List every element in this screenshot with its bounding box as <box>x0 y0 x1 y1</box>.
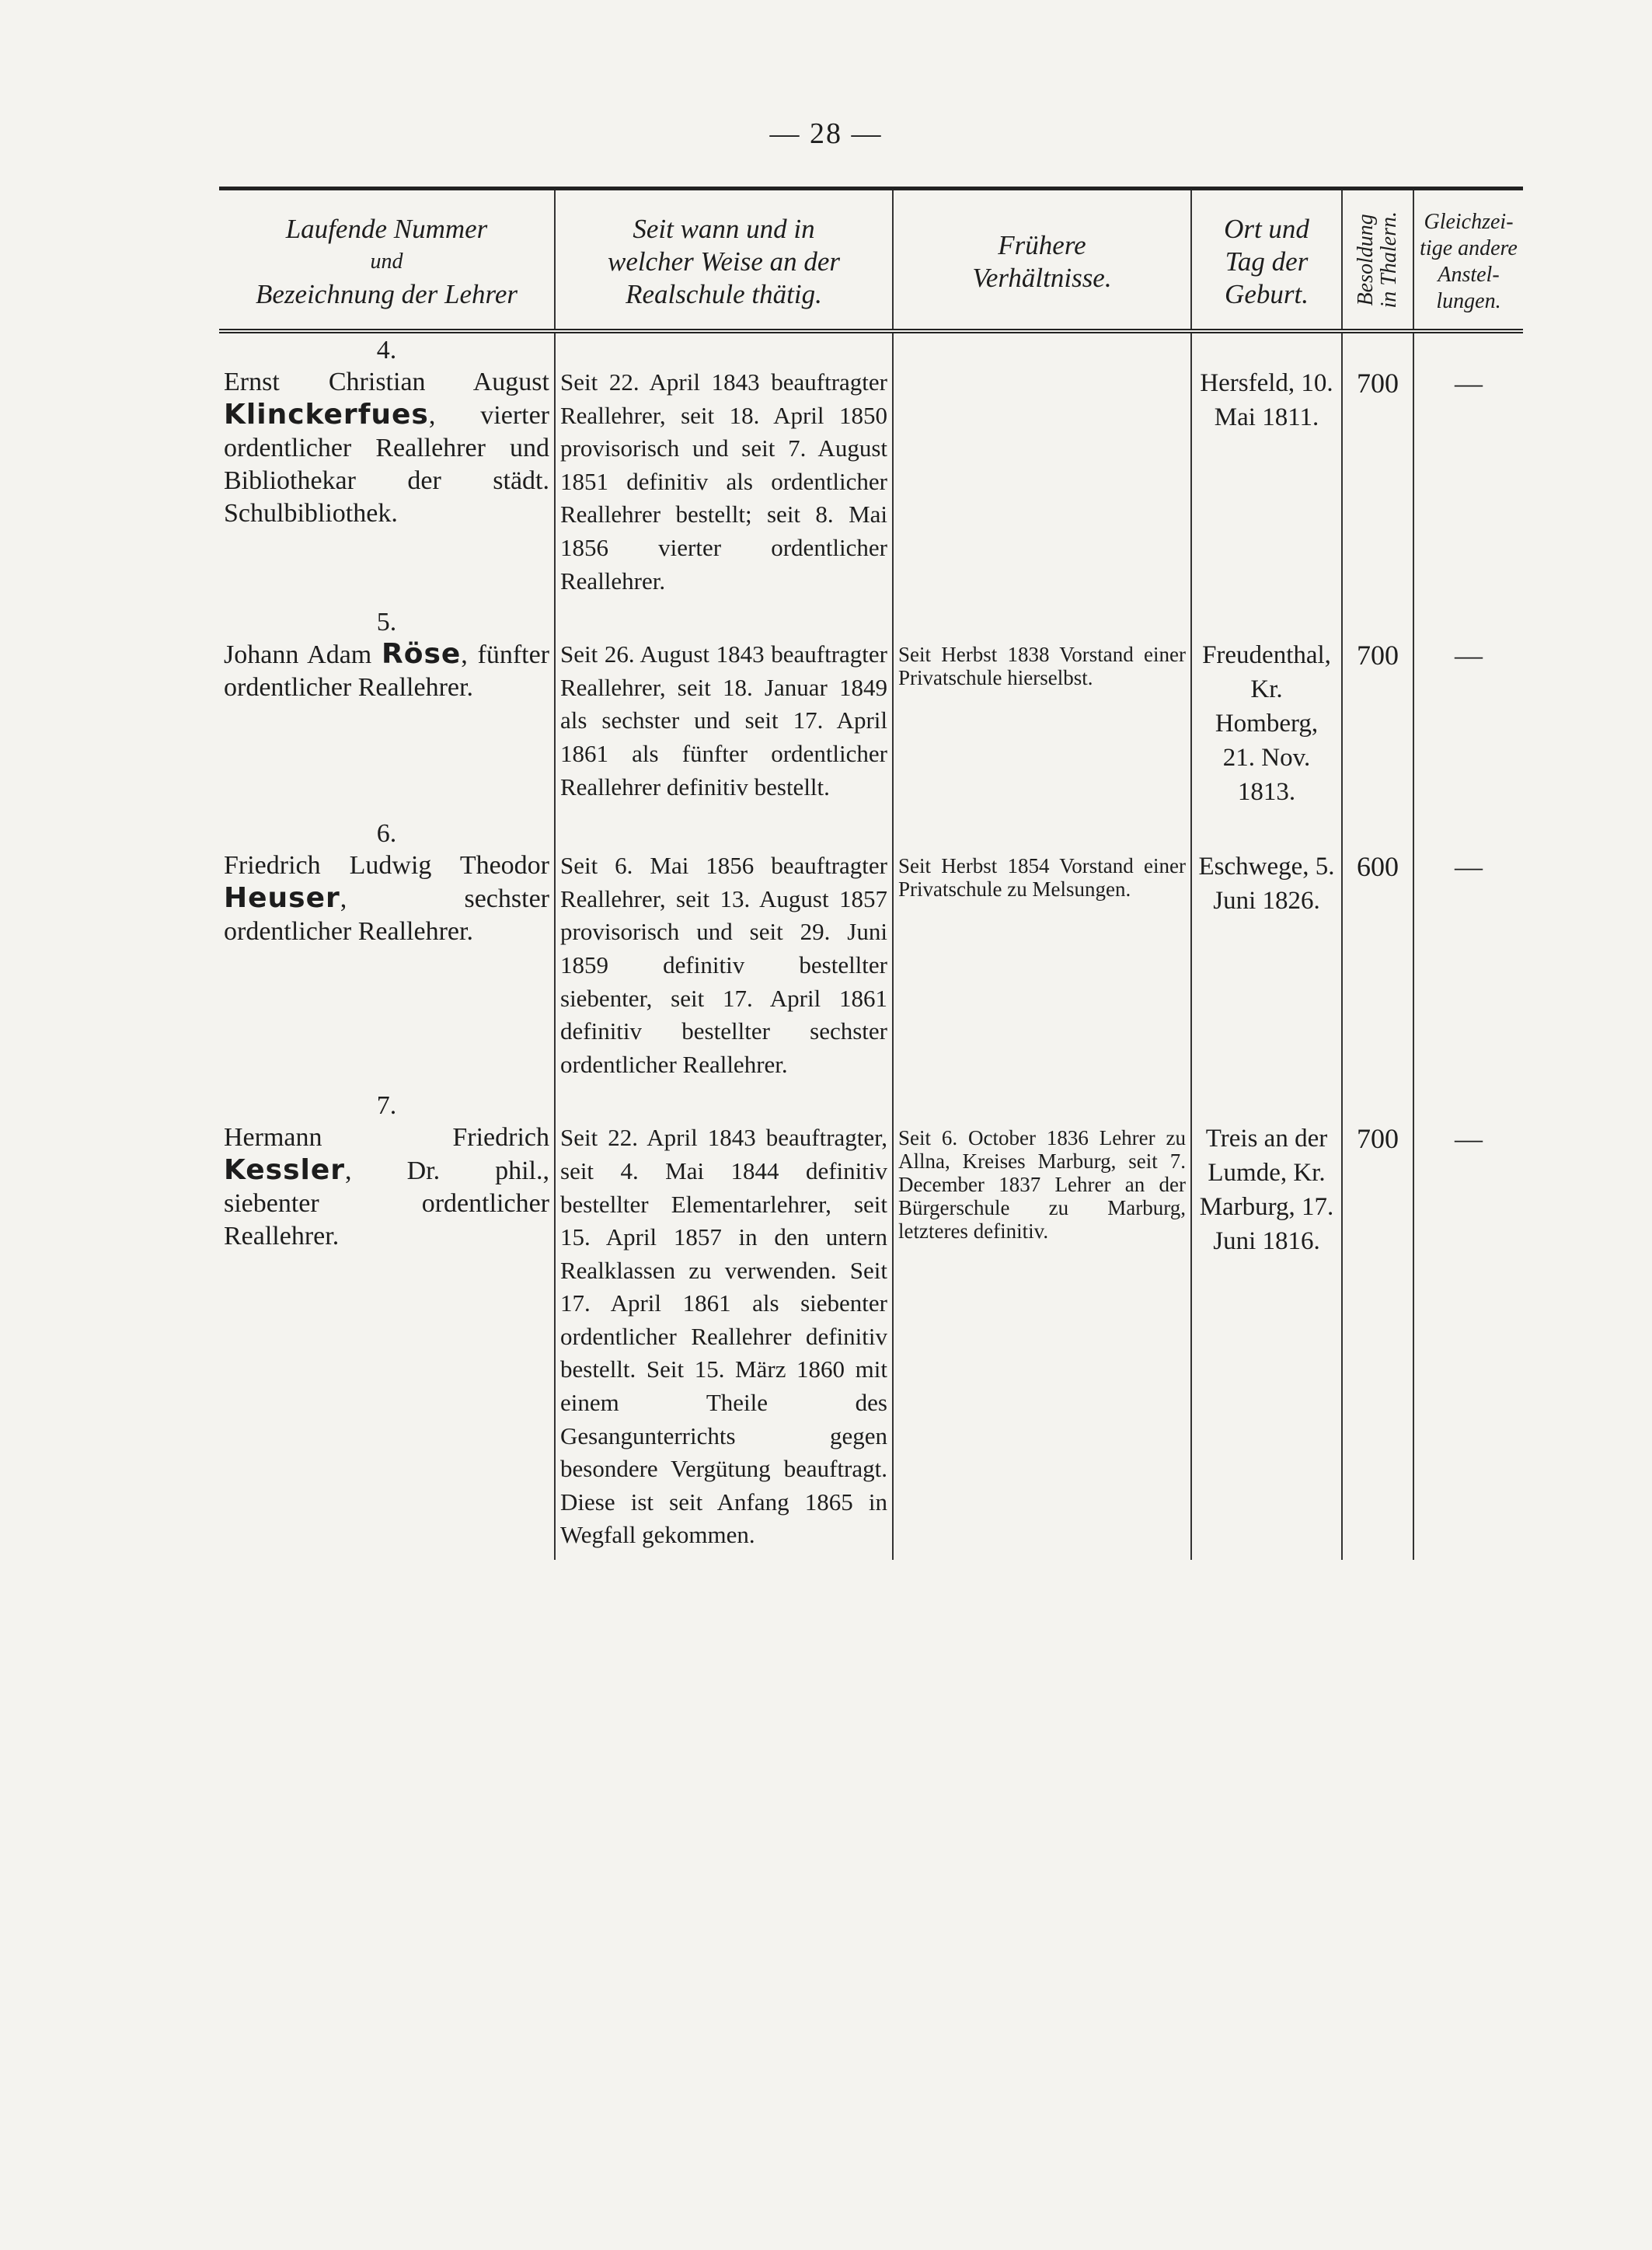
birth-cell: Treis an der Lumde, Kr. Marburg, 17. Juni 1816. <box>1191 1089 1342 1560</box>
entry-number: 5. <box>376 608 397 637</box>
header-service: Seit wann und in welcher Weise an der Realschule thätig. <box>555 189 893 332</box>
header-other-positions: Gleichzei- tige andere Anstel- lungen. <box>1413 189 1523 332</box>
former-cell: Seit 6. October 1836 Lehrer zu Allna, Kreises Marburg, seit 7. December 1837 Lehrer an der Bürgerschule zu Marburg, letzteres definitiv. <box>893 1089 1191 1560</box>
table-row <box>219 331 1523 605</box>
header-former: Frühere Verhältnisse. <box>893 189 1191 332</box>
table-row <box>219 605 1523 817</box>
teacher-surname: Kessler <box>224 1154 346 1187</box>
name-cell <box>219 1089 555 1560</box>
entry-number: 7. <box>376 1091 397 1121</box>
name-cell <box>219 605 555 817</box>
former-cell <box>893 331 1191 605</box>
header-birth: Ort und Tag der Geburt. <box>1191 189 1342 332</box>
table-row <box>219 1089 1523 1560</box>
teacher-surname: Röse <box>381 638 462 671</box>
header-number-and-name: Laufende Nummer und Bezeichnung der Lehrer <box>256 214 518 309</box>
teacher-surname: Klinckerfues <box>224 399 429 431</box>
teacher-table <box>219 187 1523 1560</box>
teacher-surname: Heuser <box>224 882 340 915</box>
entry-number: 6. <box>376 819 397 849</box>
former-cell: Seit Herbst 1854 Vorstand einer Privatschule zu Melsungen. <box>893 817 1191 1089</box>
birth-cell: Hersfeld, 10. Mai 1811. <box>1191 331 1342 605</box>
other-cell: — <box>1413 1089 1523 1560</box>
service-cell: Seit 22. April 1843 beauftragter Reallehrer, seit 18. April 1850 provisorisch und seit 7. August 1851 definitiv als ordentlicher Reallehrer bestellt; seit 8. Mai 1856 vierter ordentlicher Reallehrer. <box>555 331 893 605</box>
header-row <box>219 189 1523 332</box>
service-cell: Seit 26. August 1843 beauftragter Reallehrer, seit 18. Januar 1849 als sechster und seit 17. April 1861 als fünfter ordentlicher Reallehrer definitiv bestellt. <box>555 605 893 817</box>
teacher-name: Ernst Christian August Klinckerfues, vierter ordentlicher Reallehrer und Bibliothekar der städt. Schulbibliothek. <box>224 368 549 528</box>
header-salary: Besoldung in Thalern. <box>1342 189 1413 332</box>
salary-cell: 600 <box>1342 817 1413 1089</box>
birth-cell: Freudenthal, Kr. Homberg, 21. Nov. 1813. <box>1191 605 1342 817</box>
salary-cell: 700 <box>1342 331 1413 605</box>
other-cell: — <box>1413 817 1523 1089</box>
other-cell: — <box>1413 605 1523 817</box>
entry-number: 4. <box>376 336 397 365</box>
teacher-table-wrapper <box>219 187 1523 1560</box>
name-cell <box>219 817 555 1089</box>
other-cell: — <box>1413 331 1523 605</box>
salary-cell: 700 <box>1342 1089 1413 1560</box>
salary-cell: 700 <box>1342 605 1413 817</box>
birth-cell: Eschwege, 5. Juni 1826. <box>1191 817 1342 1089</box>
name-cell <box>219 331 555 605</box>
service-cell: Seit 6. Mai 1856 beauftragter Reallehrer, seit 13. August 1857 provisorisch und seit 29. Juni 1859 definitiv bestellter siebenter, seit 17. April 1861 definitiv bestellter sechster ordentlicher Reallehrer. <box>555 817 893 1089</box>
teacher-name: Friedrich Ludwig Theodor Heuser, sechster ordentlicher Reallehrer. <box>224 851 549 947</box>
teacher-name: Johann Adam Röse, fünfter ordentlicher Reallehrer. <box>224 638 549 703</box>
teacher-name: Hermann Friedrich Kessler, Dr. phil., siebenter ordentlicher Reallehrer. <box>224 1123 549 1251</box>
former-cell: Seit Herbst 1838 Vorstand einer Privatschule hierselbst. <box>893 605 1191 817</box>
page-number: — 28 — <box>769 117 883 150</box>
table-row <box>219 817 1523 1089</box>
service-cell: Seit 22. April 1843 beauftragter, seit 4. Mai 1844 definitiv bestellter Elementarlehrer, seit 15. April 1857 in den untern Realklassen zu verwenden. Seit 17. April 1861 als siebenter ordentlicher Reallehrer definitiv bestellt. Seit 15. März 1860 mit einem Theile des Gesangunterrichts gegen besondere Vergütung beauftragt. Diese ist seit Anfang 1865 in Wegfall gekommen. <box>555 1089 893 1560</box>
